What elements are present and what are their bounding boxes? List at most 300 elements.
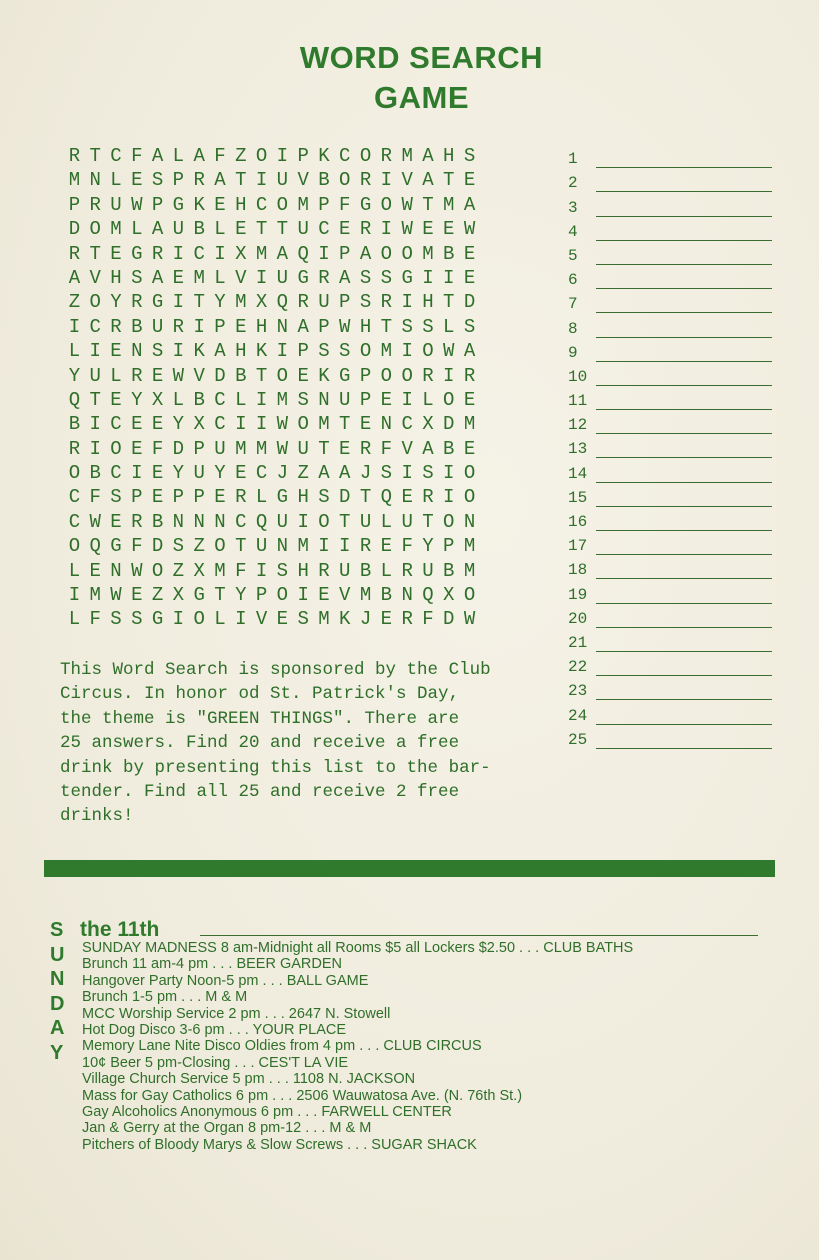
grid-letter: C	[214, 413, 226, 436]
grid-letter: A	[422, 145, 434, 167]
event-item: 10¢ Beer 5 pm-Closing . . . CES'T LA VIE	[82, 1054, 349, 1071]
grid-letter: T	[339, 510, 351, 533]
grid-letter: W	[131, 193, 143, 216]
answer-blank-line[interactable]	[596, 224, 772, 241]
answer-item	[568, 676, 772, 700]
grid-letter: P	[339, 291, 351, 314]
grid-letter: M	[359, 584, 372, 607]
grid-letter: P	[297, 340, 309, 363]
grid-letter: S	[131, 266, 143, 289]
grid-row	[64, 193, 480, 217]
grid-letter: E	[110, 388, 122, 411]
date-heading: the 11th	[80, 918, 160, 941]
grid-row	[64, 168, 480, 192]
answer-blank-line[interactable]	[596, 683, 772, 700]
grid-letter: O	[359, 145, 372, 167]
grid-letter: O	[318, 510, 330, 533]
grid-letter: E	[110, 510, 122, 533]
grid-letter: E	[131, 584, 143, 607]
answer-item	[568, 362, 772, 386]
grid-letter: R	[68, 437, 81, 460]
event-item: Brunch 1-5 pm . . . M & M	[82, 989, 248, 1006]
grid-letter: R	[131, 291, 143, 314]
grid-letter: P	[131, 486, 143, 509]
event-item: SUNDAY MADNESS 8 am-Midnight all Rooms $5 all Lockers $2.50 . . . CLUB BATHS	[82, 940, 634, 956]
answer-number: 24	[568, 706, 588, 725]
grid-letter: Q	[297, 242, 309, 265]
answer-number: 1	[568, 150, 578, 169]
grid-letter: R	[422, 364, 434, 387]
grid-letter: Y	[422, 535, 434, 558]
grid-row	[64, 144, 480, 168]
grid-letter: K	[193, 193, 205, 216]
grid-letter: J	[359, 608, 372, 631]
grid-letter: W	[463, 608, 476, 631]
answer-blank-line[interactable]	[596, 417, 772, 434]
grid-letter: U	[255, 535, 268, 558]
grid-letter: G	[172, 193, 185, 216]
grid-letter: C	[89, 315, 101, 338]
grid-letter: M	[463, 413, 476, 436]
sunday-vertical-label	[50, 918, 64, 1065]
answer-blank-line[interactable]	[596, 514, 772, 531]
event-item: Memory Lane Nite Disco Oldies from 4 pm . . . CLUB CIRCUS	[82, 1038, 482, 1055]
answer-item	[568, 241, 772, 265]
answer-number: 14	[568, 464, 588, 483]
grid-letter: R	[380, 145, 393, 167]
grid-letter: F	[131, 535, 143, 558]
grid-letter: E	[214, 193, 226, 216]
grid-letter: O	[380, 242, 393, 265]
answer-blank-line[interactable]	[596, 151, 772, 168]
grid-letter: E	[339, 437, 351, 460]
grid-letter: Q	[422, 584, 434, 607]
grid-letter: E	[276, 608, 289, 631]
answer-blank-line[interactable]	[596, 200, 772, 217]
grid-row	[64, 559, 480, 583]
grid-letter: A	[463, 193, 476, 216]
green-divider-bar	[44, 860, 775, 877]
grid-letter: O	[255, 145, 268, 167]
event-item: Hangover Party Noon-5 pm . . . BALL GAME	[82, 972, 369, 989]
answer-blank-line[interactable]	[596, 175, 772, 192]
grid-letter: I	[235, 608, 247, 631]
grid-letter: E	[443, 218, 455, 241]
grid-letter: P	[151, 193, 164, 216]
grid-letter: T	[422, 193, 434, 216]
grid-letter: P	[359, 364, 372, 387]
grid-letter: I	[276, 340, 289, 363]
grid-letter: E	[318, 584, 330, 607]
answer-item	[568, 410, 772, 434]
answer-blank-line[interactable]	[596, 272, 772, 289]
grid-letter: S	[463, 145, 476, 167]
answer-number: 7	[568, 295, 578, 314]
grid-letter: R	[151, 242, 164, 265]
grid-letter: Z	[193, 535, 205, 558]
grid-letter: R	[297, 291, 309, 314]
grid-letter: E	[110, 242, 122, 265]
grid-letter: B	[359, 559, 372, 582]
answer-number: 23	[568, 682, 588, 701]
grid-letter: X	[151, 388, 164, 411]
grid-letter: S	[380, 462, 393, 485]
grid-letter: B	[235, 364, 247, 387]
grid-letter: S	[172, 535, 185, 558]
grid-letter: R	[463, 364, 476, 387]
grid-letter: P	[359, 388, 372, 411]
grid-letter: I	[89, 437, 101, 460]
grid-letter: Y	[235, 584, 247, 607]
grid-row	[64, 242, 480, 266]
grid-letter: I	[255, 169, 268, 192]
grid-letter: G	[131, 242, 143, 265]
grid-letter: R	[193, 169, 205, 192]
grid-letter: D	[339, 486, 351, 509]
grid-letter: S	[151, 340, 164, 363]
grid-letter: E	[463, 169, 476, 192]
grid-letter: I	[172, 242, 185, 265]
grid-letter: C	[68, 486, 81, 509]
grid-letter: M	[255, 242, 268, 265]
grid-row	[64, 266, 480, 290]
answer-blank-line[interactable]	[596, 659, 772, 676]
grid-letter: L	[214, 266, 226, 289]
grid-letter: C	[110, 145, 122, 167]
grid-letter: M	[110, 218, 122, 241]
grid-letter: L	[68, 559, 81, 582]
answer-item	[568, 434, 772, 458]
grid-letter: O	[276, 193, 289, 216]
event-item: Mass for Gay Catholics 6 pm . . . 2506 Wauwatosa Ave. (N. 76th St.)	[82, 1087, 523, 1104]
grid-letter: E	[380, 608, 393, 631]
grid-letter: F	[131, 145, 143, 167]
answer-blank-line[interactable]	[596, 490, 772, 507]
grid-letter: B	[443, 242, 455, 265]
grid-letter: T	[443, 169, 455, 192]
grid-letter: W	[276, 413, 289, 436]
grid-letter: W	[401, 193, 413, 216]
grid-letter: A	[214, 169, 226, 192]
answer-blank-line[interactable]	[596, 611, 772, 628]
grid-letter: W	[443, 340, 455, 363]
grid-letter: I	[380, 218, 393, 241]
grid-letter: A	[339, 462, 351, 485]
grid-letter: O	[443, 388, 455, 411]
grid-letter: Z	[235, 145, 247, 167]
grid-letter: R	[68, 242, 81, 265]
grid-letter: E	[172, 266, 185, 289]
paragraph-line: drinks!	[60, 806, 134, 827]
grid-letter: E	[422, 218, 434, 241]
answer-number: 16	[568, 513, 588, 531]
grid-letter: W	[172, 364, 185, 387]
grid-letter: A	[297, 315, 309, 338]
grid-letter: I	[401, 388, 413, 411]
grid-letter: P	[193, 486, 205, 509]
grid-letter: I	[443, 486, 455, 509]
grid-letter: H	[235, 193, 247, 216]
grid-letter: R	[380, 291, 393, 314]
answer-item	[568, 628, 772, 652]
sunday-letter: N	[50, 968, 65, 990]
grid-letter: G	[339, 364, 351, 387]
grid-letter: I	[255, 559, 268, 582]
answer-item	[568, 579, 772, 603]
grid-letter: D	[172, 437, 185, 460]
grid-letter: E	[151, 486, 164, 509]
grid-letter: A	[68, 266, 81, 289]
answer-blank-line[interactable]	[596, 732, 772, 749]
grid-letter: O	[68, 535, 81, 558]
grid-letter: I	[89, 413, 101, 436]
grid-letter: P	[318, 315, 330, 338]
grid-letter: F	[89, 608, 101, 631]
answer-number: 8	[568, 319, 578, 338]
grid-letter: P	[193, 437, 205, 460]
grid-letter: Z	[297, 462, 309, 485]
grid-letter: L	[131, 218, 143, 241]
grid-letter: G	[359, 193, 372, 216]
grid-letter: L	[214, 608, 226, 631]
answer-number: 4	[568, 222, 578, 241]
grid-letter: I	[131, 462, 143, 485]
answer-blank-line[interactable]	[596, 248, 772, 265]
page-title: WORD SEARCH	[299, 40, 544, 75]
answer-item	[568, 725, 772, 749]
grid-letter: W	[131, 559, 143, 582]
grid-letter: R	[401, 559, 413, 582]
answer-item	[568, 507, 772, 531]
grid-letter: F	[235, 559, 247, 582]
grid-letter: I	[235, 413, 247, 436]
grid-letter: R	[131, 364, 143, 387]
grid-letter: I	[255, 388, 268, 411]
grid-letter: I	[401, 462, 413, 485]
grid-letter: E	[131, 413, 143, 436]
grid-letter: A	[318, 462, 330, 485]
grid-letter: G	[110, 535, 122, 558]
grid-letter: K	[255, 340, 268, 363]
grid-letter: K	[318, 364, 330, 387]
event-item: Brunch 11 am-4 pm . . . BEER GARDEN	[82, 956, 343, 973]
grid-letter: E	[463, 266, 476, 289]
grid-letter: A	[422, 169, 434, 192]
grid-letter: N	[89, 169, 101, 192]
answer-blank-line[interactable]	[596, 708, 772, 725]
paragraph-line: This Word Search is sponsored by the Club	[60, 660, 491, 680]
grid-letter: W	[463, 218, 476, 241]
grid-letter: S	[297, 608, 309, 631]
grid-letter: M	[276, 388, 289, 411]
grid-letter: B	[131, 315, 143, 338]
grid-letter: K	[339, 608, 351, 631]
grid-letter: H	[235, 340, 247, 363]
grid-letter: Z	[68, 291, 81, 314]
grid-letter: A	[339, 266, 351, 289]
grid-letter: O	[151, 559, 164, 582]
answer-number: 22	[568, 658, 588, 677]
grid-letter: E	[235, 462, 247, 485]
sunday-letter: A	[50, 1017, 65, 1039]
grid-letter: E	[463, 437, 476, 460]
grid-letter: N	[214, 510, 226, 533]
answer-blank-line[interactable]	[596, 538, 772, 555]
grid-letter: G	[151, 291, 164, 314]
grid-letter: I	[193, 315, 205, 338]
grid-letter: T	[255, 364, 268, 387]
grid-letter: F	[422, 608, 434, 631]
paragraph-line: tender. Find all 25 and receive 2 free	[60, 782, 460, 803]
grid-letter: B	[68, 413, 81, 436]
grid-letter: I	[255, 413, 268, 436]
grid-letter: W	[276, 437, 289, 460]
grid-letter: Y	[172, 413, 185, 436]
answer-item	[568, 289, 772, 313]
grid-letter: U	[276, 169, 289, 192]
grid-letter: E	[339, 218, 351, 241]
answer-number: 15	[568, 488, 588, 507]
grid-letter: L	[110, 364, 122, 387]
grid-row	[64, 583, 480, 607]
answer-item	[568, 168, 772, 192]
grid-letter: C	[255, 462, 268, 485]
grid-letter: E	[463, 388, 476, 411]
event-item: Village Church Service 5 pm . . . 1108 N. JACKSON	[82, 1071, 416, 1088]
answer-number: 20	[568, 609, 588, 628]
grid-letter: X	[193, 413, 205, 436]
grid-letter: C	[235, 510, 247, 533]
grid-letter: C	[110, 462, 122, 485]
answer-item	[568, 338, 772, 362]
grid-letter: R	[422, 486, 434, 509]
answer-item	[568, 217, 772, 241]
grid-letter: T	[89, 242, 101, 265]
answer-number: 17	[568, 537, 588, 556]
grid-letter: O	[89, 291, 101, 314]
grid-letter: U	[151, 315, 164, 338]
grid-letter: L	[380, 559, 393, 582]
grid-letter: C	[339, 145, 351, 167]
grid-letter: R	[235, 486, 247, 509]
grid-letter: C	[401, 413, 413, 436]
sponsor-paragraph	[60, 658, 580, 829]
grid-letter: X	[172, 584, 185, 607]
grid-row	[64, 534, 480, 558]
grid-letter: C	[110, 413, 122, 436]
grid-letter: W	[401, 218, 413, 241]
answer-blank-line[interactable]	[596, 635, 772, 652]
event-item: Pitchers of Bloody Marys & Slow Screws . . . SUGAR SHACK	[82, 1136, 477, 1153]
grid-letter: U	[422, 559, 434, 582]
paragraph-line: the theme is "GREEN THINGS". There are	[60, 708, 460, 729]
grid-row	[64, 290, 480, 314]
grid-letter: R	[318, 559, 330, 582]
grid-letter: E	[235, 218, 247, 241]
grid-letter: M	[318, 608, 330, 631]
grid-letter: M	[214, 559, 226, 582]
answer-blank-line[interactable]	[596, 321, 772, 338]
grid-letter: L	[214, 218, 226, 241]
grid-letter: W	[89, 510, 101, 533]
grid-letter: M	[297, 193, 309, 216]
grid-letter: F	[339, 193, 351, 216]
answer-blank-line[interactable]	[596, 345, 772, 362]
grid-letter: W	[110, 584, 122, 607]
grid-letter: H	[443, 145, 455, 167]
grid-letter: L	[68, 608, 81, 631]
grid-letter: L	[68, 340, 81, 363]
sunday-letter: D	[50, 992, 65, 1015]
paragraph-line: drink by presenting this list to the bar-	[60, 757, 491, 778]
grid-letter: S	[422, 462, 434, 485]
grid-letter: I	[297, 510, 309, 533]
grid-letter: N	[401, 584, 413, 607]
grid-letter: E	[297, 364, 309, 387]
grid-letter: T	[443, 291, 455, 314]
page-subtitle: GAME	[374, 80, 469, 115]
grid-letter: D	[214, 364, 226, 387]
answer-blank-line[interactable]	[596, 587, 772, 604]
grid-letter: T	[235, 535, 247, 558]
grid-letter: P	[255, 584, 268, 607]
grid-letter: X	[193, 559, 205, 582]
grid-letter: T	[318, 437, 330, 460]
grid-letter: M	[401, 145, 413, 167]
grid-letter: V	[401, 169, 413, 192]
sunday-letter: S	[50, 919, 64, 941]
grid-letter: R	[131, 510, 143, 533]
grid-letter: E	[235, 315, 247, 338]
answer-blank-line[interactable]	[596, 466, 772, 483]
grid-letter: O	[214, 535, 226, 558]
answer-blank-line[interactable]	[596, 296, 772, 313]
answer-number: 11	[568, 392, 588, 411]
grid-letter: O	[297, 413, 309, 436]
grid-letter: N	[110, 559, 122, 582]
answer-blank-line[interactable]	[596, 562, 772, 579]
grid-letter: X	[443, 584, 455, 607]
grid-letter: L	[235, 388, 247, 411]
grid-letter: R	[359, 437, 372, 460]
event-item: Jan & Gerry at the Organ 8 pm-12 . . . M & M	[82, 1120, 372, 1137]
grid-letter: O	[463, 486, 476, 509]
answer-blank-line[interactable]	[596, 393, 772, 410]
grid-letter: I	[214, 242, 226, 265]
grid-letter: U	[110, 193, 122, 216]
grid-letter: S	[359, 266, 372, 289]
grid-letter: M	[235, 437, 247, 460]
grid-letter: U	[276, 266, 289, 289]
grid-letter: F	[151, 437, 164, 460]
grid-letter: U	[339, 559, 351, 582]
answer-blank-line[interactable]	[596, 369, 772, 386]
grid-letter: L	[255, 486, 268, 509]
grid-letter: E	[131, 437, 143, 460]
grid-letter: N	[276, 535, 289, 558]
answer-number: 6	[568, 271, 578, 290]
grid-letter: U	[401, 510, 413, 533]
grid-letter: I	[255, 266, 268, 289]
grid-letter: M	[463, 559, 476, 582]
answer-item	[568, 192, 772, 216]
grid-letter: S	[110, 486, 122, 509]
grid-letter: M	[255, 437, 268, 460]
grid-letter: L	[380, 510, 393, 533]
grid-letter: O	[68, 462, 81, 485]
answer-blank-line[interactable]	[596, 441, 772, 458]
grid-letter: B	[443, 437, 455, 460]
